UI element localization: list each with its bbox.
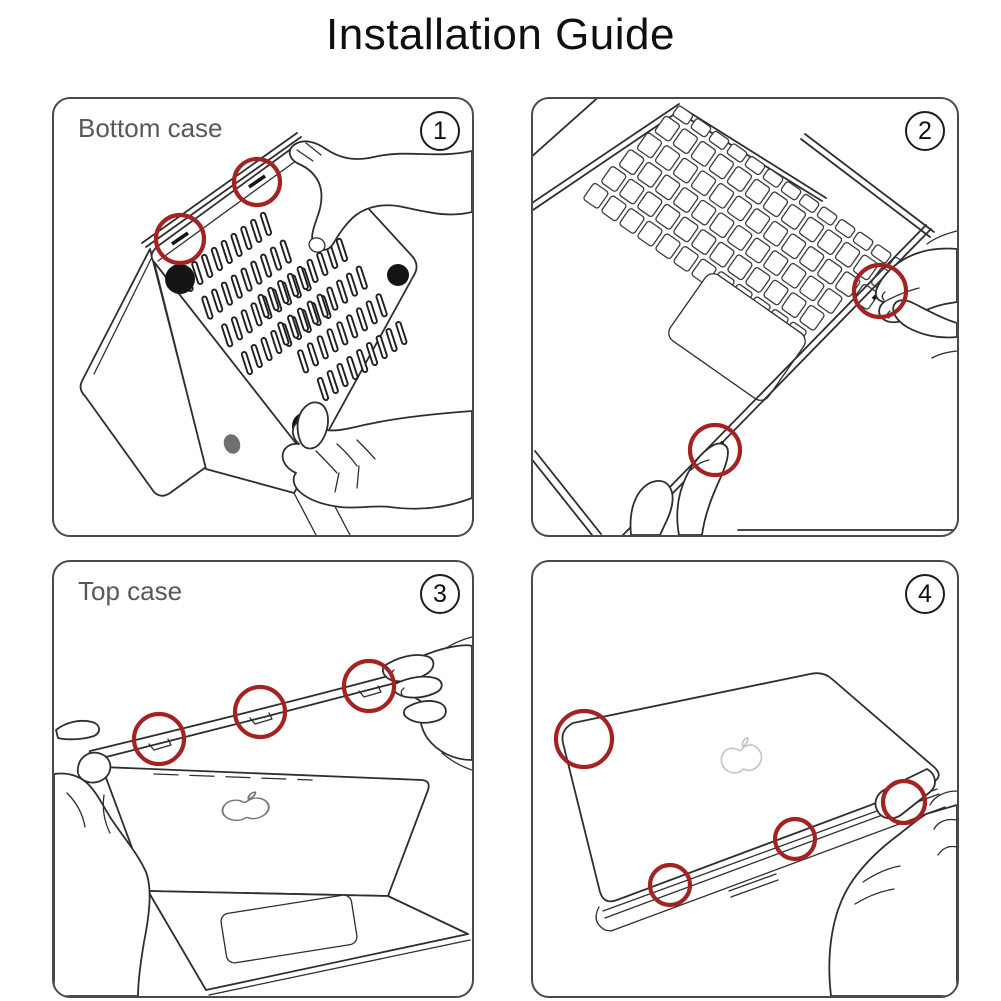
hand-bottom xyxy=(283,402,472,508)
closed-laptop-illustration xyxy=(533,562,957,996)
step-panel-4 xyxy=(531,560,959,998)
step-panel-3 xyxy=(52,560,474,998)
panel-label: Top case xyxy=(78,576,183,606)
hand-right xyxy=(383,637,472,770)
panel-label: Bottom case xyxy=(78,113,223,143)
page-title: Installation Guide xyxy=(326,10,675,59)
hand-bottom-thumb xyxy=(631,444,729,535)
keyboard-deck-illustration xyxy=(533,99,957,535)
step-number-badge: 3 xyxy=(420,574,460,614)
hand-right xyxy=(876,231,957,358)
step-panel-1 xyxy=(52,97,474,537)
bottom-case-illustration xyxy=(54,99,472,535)
hand-left xyxy=(54,721,150,996)
step-number-badge: 4 xyxy=(905,574,945,614)
laptop-lid xyxy=(102,767,429,896)
top-case-illustration xyxy=(54,562,472,996)
step-number-badge: 1 xyxy=(420,111,460,151)
step-number-badge: 2 xyxy=(905,111,945,151)
laptop-base xyxy=(148,891,470,995)
step-panel-2 xyxy=(531,97,959,537)
